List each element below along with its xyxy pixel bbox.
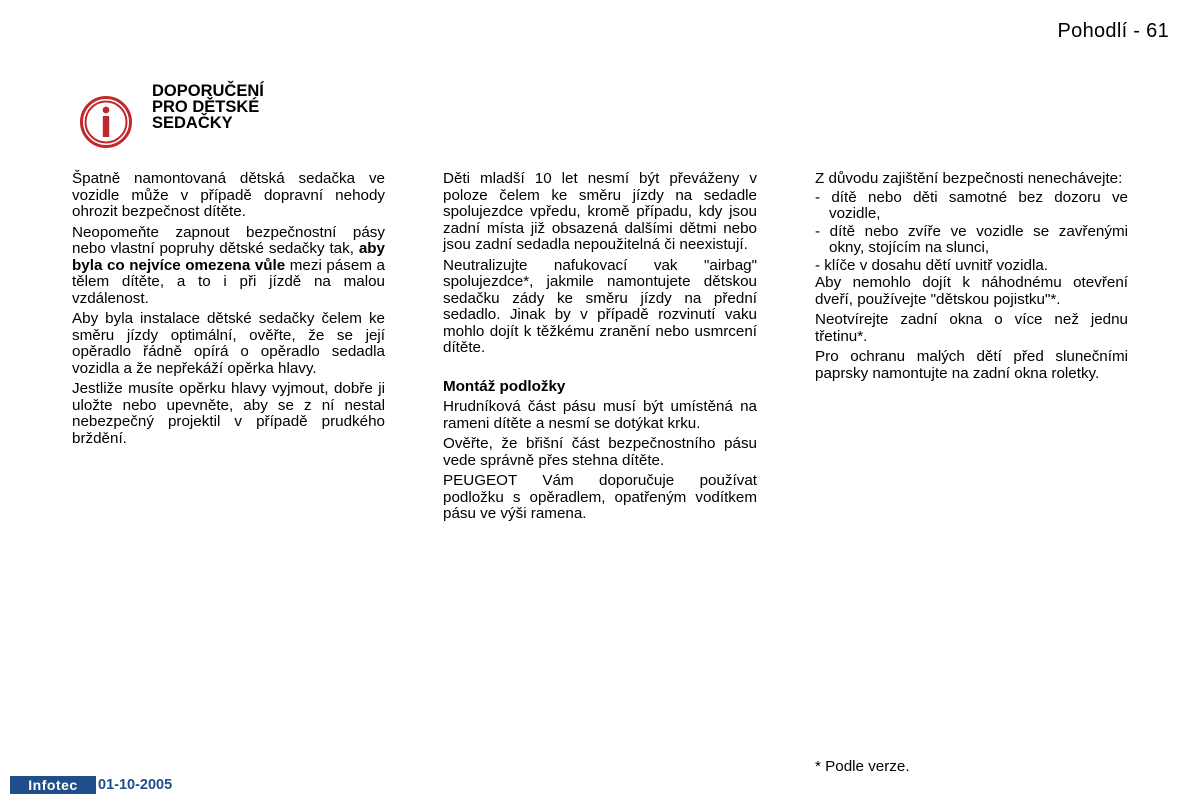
warning-title <box>152 83 264 131</box>
list-item: - dítě nebo děti samotné bez dozoru ve vozidle, <box>815 188 1128 222</box>
paragraph: Aby byla instalace dětské sedačky čelem ke směru jízdy optimální, ověřte, že se její opěradlo řádně opírá o opěradlo sedadla vozidla a že nepřekáží opěrka hlavy. <box>72 310 385 377</box>
paragraph: Aby nemohlo dojít k náhodnému otevření dveří, používejte "dětskou pojistku"*. <box>815 274 1128 308</box>
paragraph: PEUGEOT Vám doporučuje používat podložku s opěradlem, opatřeným vodítkem pásu ve výši ramena. <box>443 472 757 522</box>
subheading: Montáž podložky <box>443 377 566 395</box>
footnote: * Podle verze. <box>815 758 910 775</box>
warning-title-line: PRO DĚTSKÉ <box>152 98 260 116</box>
page-number: 61 <box>1146 20 1169 42</box>
paragraph <box>72 225 385 308</box>
paragraph: Neotvírejte zadní okna o více než jednu třetinu*. <box>815 311 1128 345</box>
safety-list <box>815 190 1128 275</box>
warning-title-line: DOPORUČENÍ <box>152 82 264 100</box>
paragraph-text: Neopomeňte zapnout bezpečnostní pásy nebo vlastní popruhy dětské sedačky tak, <box>72 223 385 257</box>
column-3 <box>815 171 1128 386</box>
paragraph: Pro ochranu malých dětí před slunečními paprsky namontujte na zadní okna roletky. <box>815 348 1128 382</box>
footer-date: 01-10-2005 <box>98 777 173 793</box>
paragraph: Špatně namontovaná dětská sedačka ve vozidle může v případě dopravní nehody ohrozit bezpečnost dítěte. <box>72 170 385 220</box>
warning-title-line: SEDAČKY <box>152 114 233 132</box>
list-item: - klíče v dosahu dětí uvnitř vozidla. <box>815 256 1048 274</box>
paragraph: Z důvodu zajištění bezpečnosti nenechávejte: <box>815 170 1123 187</box>
paragraph: Jestliže musíte opěrku hlavy vyjmout, dobře ji uložte nebo upevněte, aby se z ní nestal nebezpečný projektil v případě prudkého brždění. <box>72 380 385 447</box>
column-2 <box>443 171 757 527</box>
paragraph-text: mezi pásem a tělem dítěte, a to i při jízdě na malou vzdálenost. <box>72 256 385 307</box>
paragraph: Ověřte, že břišní část bezpečnostního pásu vede správně přes stehna dítěte. <box>443 435 757 469</box>
info-icon <box>79 95 133 149</box>
section-title: Pohodlí <box>1057 20 1128 42</box>
column-1 <box>72 171 385 451</box>
paragraph: Neutralizujte nafukovací vak "airbag" spolujezdce*, jakmile namontujete dětskou sedačku zády ke směru jízdy na přední sedadlo. Jinak by v případě rozvinutí vaku mohlo dojít k těžkému zranění nebo usmrcení dítěte. <box>443 256 757 356</box>
emphasis-text: aby byla co nejvíce omezena vůle <box>72 240 385 274</box>
paragraph: Hrudníková část pásu musí být umístěná na rameni dítěte a nesmí se dotýkat krku. <box>443 398 757 432</box>
header-separator: - <box>1127 20 1147 42</box>
list-item: - dítě nebo zvíře ve vozidle se zavřenými okny, stojícím na slunci, <box>815 222 1128 256</box>
paragraph: Děti mladší 10 let nesmí být převáženy v poloze čelem ke směru jízdy na sedadle spolujezdce vpředu, kromě případu, kdy jsou zadní místa již obsazená dalšími dětmi nebo jsou zadní sedadla nepoužitelná či neexistují. <box>443 170 757 253</box>
infotec-logo: Infotec <box>10 776 96 794</box>
page-header <box>1058 20 1169 43</box>
